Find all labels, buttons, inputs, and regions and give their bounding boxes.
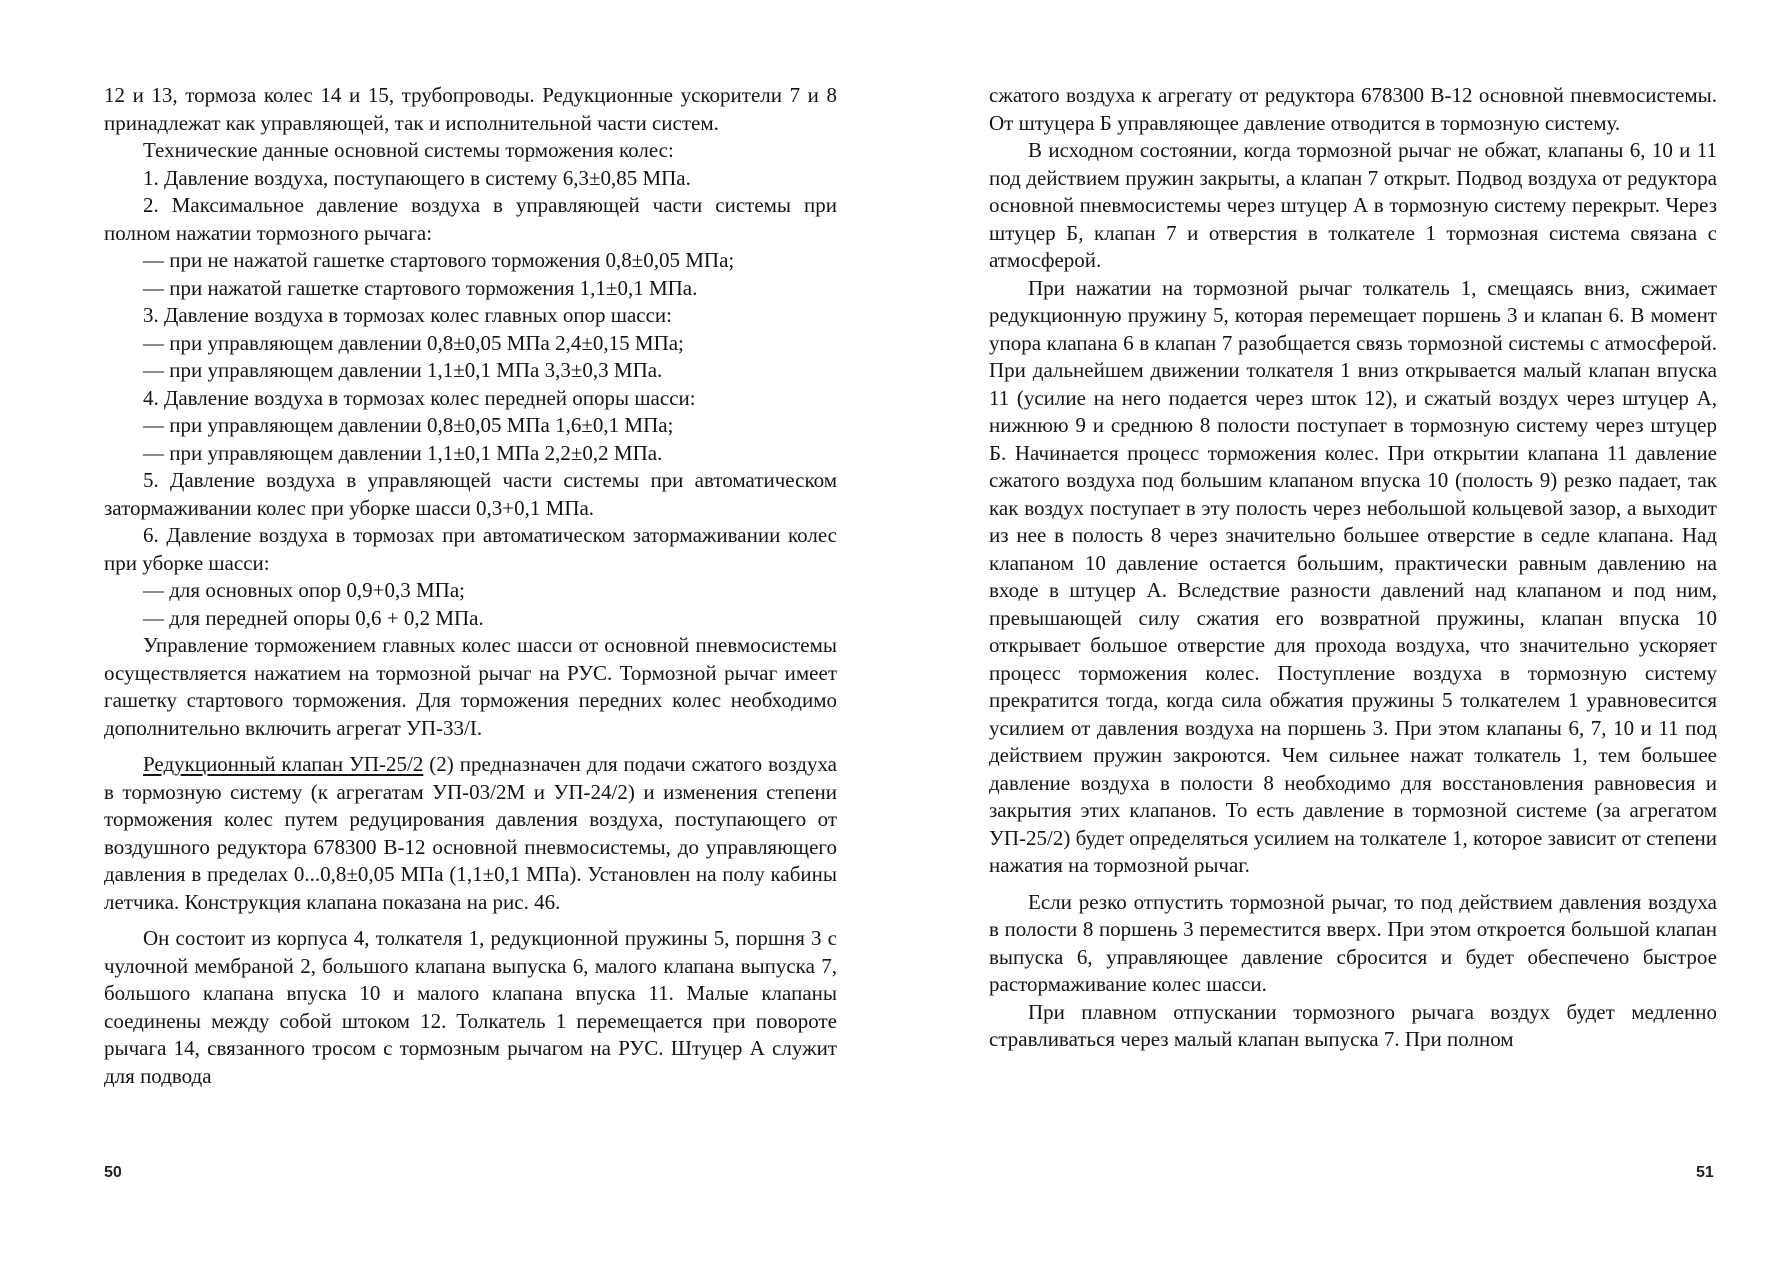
- list-item: 5. Давление воздуха в управляющей части системы при автоматическом затормаживании колес при уборке шасси 0,3+0,1 МПа.: [104, 468, 837, 520]
- paragraph: Если резко отпустить тормозной рычаг, то под действием давления воздуха в полости 8 поршень 3 переместится вверх. При этом откроется большой клапан выпуска 6, управляющее давление сбросится и будет обеспечено быстрое растормаживание колес шасси.: [989, 889, 1717, 996]
- paragraph: При плавном отпускании тормозного рычага воздух будет медленно стравливаться через малый клапан выпуска 7. При полном: [989, 999, 1717, 1051]
- page-number: 50: [104, 1164, 122, 1181]
- list-item: — при не нажатой гашетке стартового торможения 0,8±0,05 МПа;: [143, 248, 735, 272]
- paragraph: В исходном состоянии, когда тормозной рычаг не обжат, клапаны 6, 10 и 11 под действием пружин закрыты, а клапан 7 открыт. Подвод воздуха от редуктора основной пневмосистемы через штуцер А в тормозную систему перекрыт. Через штуцер Б, клапан 7 и отверстия в толкателе 1 тормозная система связана с атмосферой.: [989, 138, 1717, 272]
- list-item: 3. Давление воздуха в тормозах колес главных опор шасси:: [143, 303, 673, 327]
- paragraph: При нажатии на тормозной рычаг толкатель 1, смещаясь вниз, сжимает редукционную пружину 5, которая перемещает поршень 3 и клапан 6. В момент упора клапана 6 в клапан 7 разобщается связь тормозной системы с атмосферой. При дальнейшем движении толкателя 1 вниз открывается малый клапан впуска 11 (усилие на него подается через шток 12), и сжатый воздух через штуцер А, нижнюю 9 и среднюю 8 полости поступает в тормозную систему через штуцер Б. Начинается процесс торможения колес. При открытии клапана 11 давление сжатого воздуха под большим клапаном впуска 10 (полость 9) резко падает, так как воздух поступает в эту полость через небольшой кольцевой зазор, а выходит из нее в полость 8 через значительно большее отверстие в седле клапана. Над клапаном 10 давление остается большим, практически равным давлению на входе в штуцер А. Вследствие разности давлений над клапаном и под ним, превышающей силу сжатия его возвратной пружины, клапан впуска 10 открывает большое отверстие для прохода воздуха, что значительно ускоряет процесс торможения колес. Поступление воздуха в тормозную систему прекратится тогда, когда сила обжатия пружины 5 толкателем 1 уравновесится усилием от давления воздуха на поршень 3. При этом клапаны 6, 7, 10 и 11 под действием пружин закроются. Чем сильнее нажат толкатель 1, тем большее давление воздуха в полости 8 необходимо для восстановления равновесия и закрытия этих клапанов. То есть давление в тормозной системе (за агрегатом УП-25/2) будет определяться усилием на толкателе 1, которое зависит от степени нажатия на тормозной рычаг.: [989, 275, 1717, 877]
- list-item: — при управляющем давлении 0,8±0,05 МПа 2,4±0,15 МПа;: [143, 330, 684, 355]
- list-item: 2. Максимальное давление воздуха в управляющей части системы при полном нажатии тормозного рычага:: [104, 193, 837, 245]
- paragraph: Технические данные основной системы торможения колес:: [143, 138, 674, 162]
- paragraph: 12 и 13, тормоза колес 14 и 15, трубопроводы. Редукционные ускорители 7 и 8 принадлежат как управляющей, так и исполнительной части систем.: [104, 83, 837, 135]
- list-item: — при управляющем давлении 1,1±0,1 МПа 3,3±0,3 МПа.: [143, 358, 663, 382]
- page-number: 51: [1696, 1164, 1714, 1181]
- list-item: — при нажатой гашетке стартового торможения 1,1±0,1 МПа.: [143, 275, 698, 300]
- list-item: 6. Давление воздуха в тормозах при автоматическом затормаживании колес при уборке шасси:: [104, 523, 837, 575]
- left-page: [104, 82, 837, 1090]
- list-item: — для основных опор 0,9+0,3 МПа;: [143, 578, 465, 602]
- list-item: — при управляющем давлении 0,8±0,05 МПа 1,6±0,1 МПа;: [143, 413, 674, 437]
- paragraph: Управление торможением главных колес шасси от основной пневмосистемы осуществляется нажатием на тормозной рычаг на РУС. Тормозной рычаг имеет гашетку стартового торможения. Для торможения передних колес необходимо дополнительно включить агрегат УП-33/I.: [104, 633, 837, 740]
- list-item: 1. Давление воздуха, поступающего в систему 6,3±0,85 МПа.: [143, 165, 691, 190]
- list-item: 4. Давление воздуха в тормозах колес передней опоры шасси:: [143, 385, 696, 410]
- paragraph-valve: [104, 751, 837, 916]
- list-item: — для передней опоры 0,6 + 0,2 МПа.: [143, 605, 484, 630]
- paragraph: сжатого воздуха к агрегату от редуктора 678300 В-12 основной пневмосистемы. От штуцера Б управляющее давление отводится в тормозную систему.: [989, 83, 1717, 135]
- list-item: — при управляющем давлении 1,1±0,1 МПа 2,2±0,2 МПа.: [143, 440, 663, 465]
- valve-description: (2) предназначен для подачи сжатого воздуха в тормозную систему (к агрегатам УП-03/2М и УП-24/2) и изменения степени торможения колес путем редуцирования давления воздуха, поступающего от воздушного редуктора 678300 В-12 основной пневмосистемы, до управляющего давления в пределах 0...0,8±0,05 МПа (1,1±0,1 МПа). Установлен на полу кабины летчика. Конструкция клапана показана на рис. 46.: [104, 752, 837, 914]
- paragraph: Он состоит из корпуса 4, толкателя 1, редукционной пружины 5, поршня 3 с чулочной мембраной 2, большого клапана выпуска 6, малого клапана выпуска 7, большого клапана впуска 10 и малого клапана впуска 11. Малые клапаны соединены между собой штоком 12. Толкатель 1 перемещается при повороте рычага 14, связанного тросом с тормозным рычагом на РУС. Штуцер А служит для подвода: [104, 926, 837, 1088]
- valve-title: Редукционный клапан УП-25/2: [143, 752, 424, 776]
- right-page: [989, 82, 1717, 1054]
